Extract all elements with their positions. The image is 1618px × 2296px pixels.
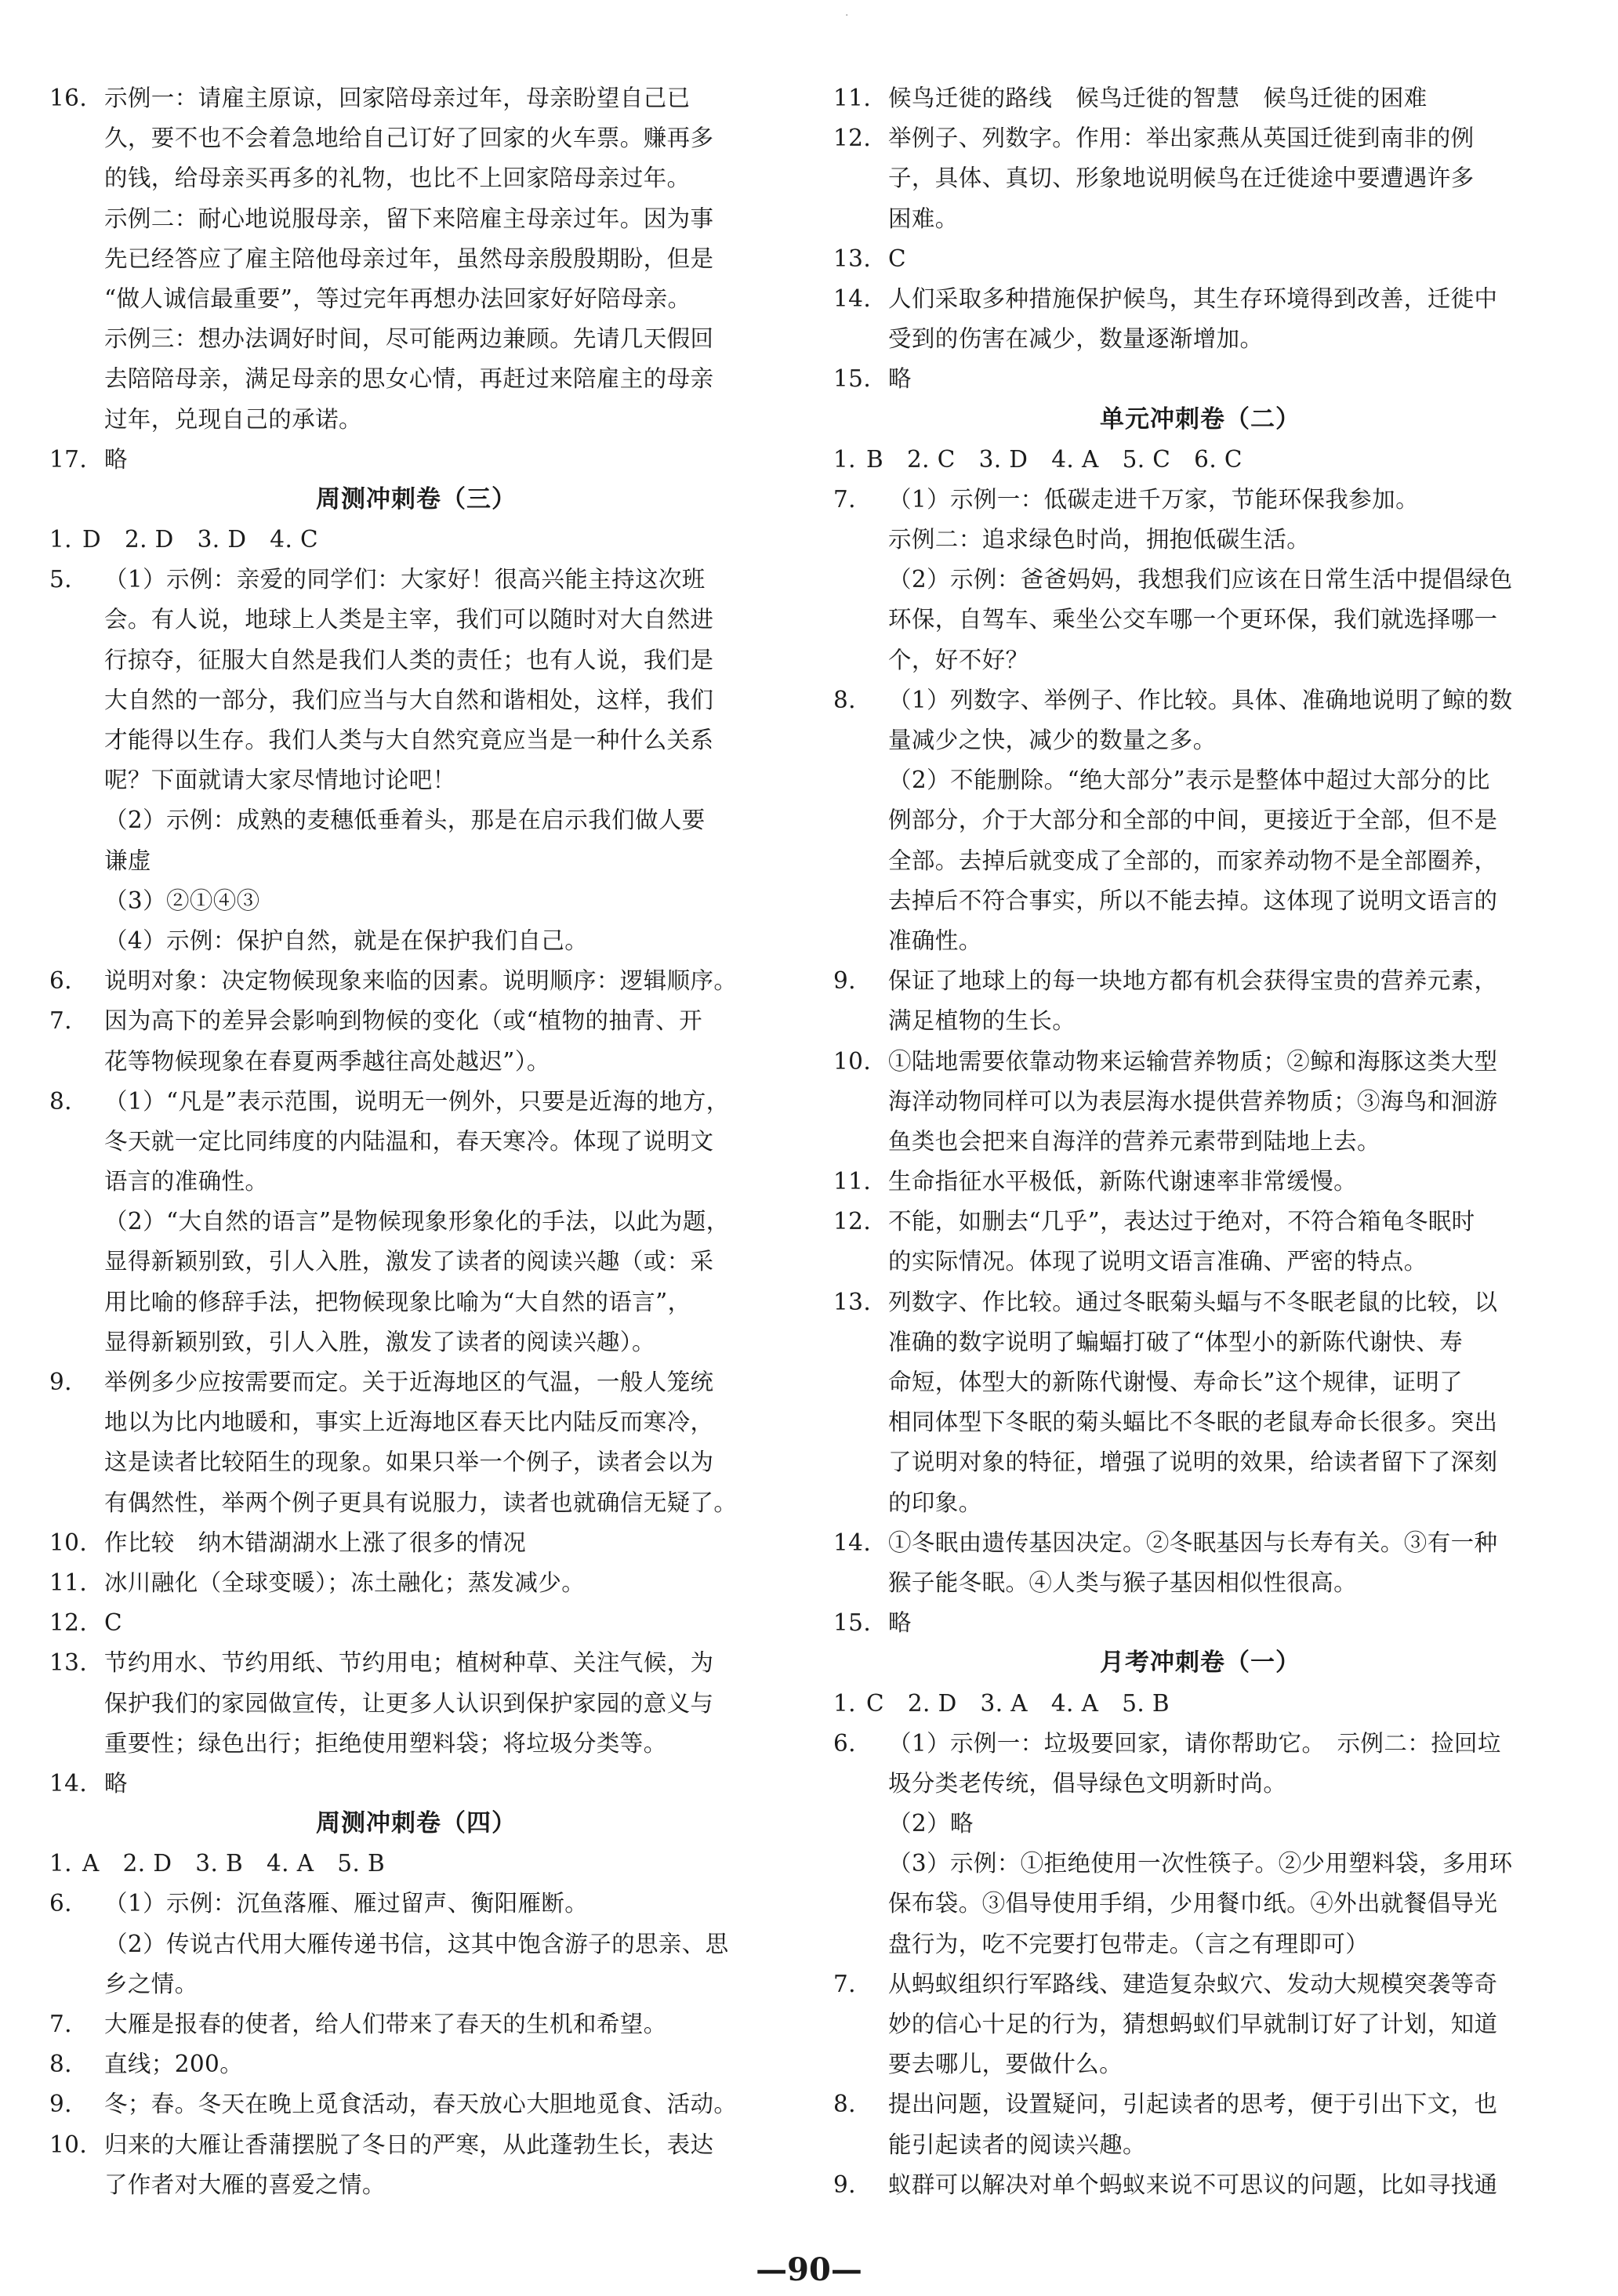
answer-line (819, 1122, 1581, 1162)
answer-text: 节约用水、节约用纸、节约用电；植树种草、关注气候，为 (104, 1649, 714, 1677)
question-number: 9. (833, 2171, 856, 2198)
answer-line (819, 1563, 1581, 1603)
answer-text: 示例二：追求绿色时尚，拥抱低碳生活。 (888, 526, 1311, 553)
answer-text: 略 (104, 1769, 128, 1797)
answer-text: 乡之情。 (104, 1970, 198, 1997)
answer-line (35, 1001, 797, 1041)
answer-text: 人们采取多种措施保护候鸟，其生存环境得到改善，迁徙中 (888, 285, 1498, 312)
answer-line (819, 1964, 1581, 2004)
question-number: 8. (833, 686, 856, 713)
answer-text: 直线；200。 (104, 2051, 244, 2078)
answer-line (35, 2165, 797, 2205)
answer-line (35, 961, 797, 1001)
answer-text: A 2. D 3. B 4. A 5. B (82, 1850, 386, 1877)
answer-line (819, 440, 1581, 480)
answer-line (819, 1724, 1581, 1764)
answer-text: （3）示例：①拒绝使用一次性筷子。②少用塑料袋，多用环 (888, 1850, 1513, 1877)
answer-text: 这是读者比较陌生的现象。如果只举一个例子，读者会以为 (104, 1449, 714, 1476)
answer-line (819, 2125, 1581, 2165)
answer-text: 略 (888, 1609, 912, 1637)
answer-line (35, 760, 797, 800)
answer-text: 冬天就一定比同纬度的内陆温和，春天寒冷。体现了说明文 (104, 1127, 714, 1155)
answer-text: （3）②①④③ (104, 887, 260, 914)
answer-line (35, 1603, 797, 1643)
answer-text: 归来的大雁让香蒲摆脱了冬日的严寒，从此蓬勃生长，表达 (104, 2131, 714, 2158)
question-number: 5. (49, 566, 72, 593)
answer-line (35, 1523, 797, 1563)
answer-line (819, 520, 1581, 560)
answer-line (35, 199, 797, 239)
answer-line (819, 1884, 1581, 1924)
answer-text: 的实际情况。体现了说明文语言准确、严密的特点。 (888, 1248, 1428, 1275)
answer-text: 猴子能冬眠。④人类与猴子基因相似性很高。 (888, 1569, 1358, 1596)
answer-text: （1）列数字、举例子、作比较。具体、准确地说明了鲸的数 (888, 686, 1513, 713)
top-mark: · (845, 9, 849, 22)
answer-line (35, 400, 797, 440)
answer-line (819, 2044, 1581, 2084)
answer-text: 去掉后不符合事实，所以不能去掉。这体现了说明文语言的 (888, 887, 1498, 914)
answer-line (819, 158, 1581, 198)
answer-text: 从蚂蚁组织行军路线、建造复杂蚁穴、发动大规模突袭等奇 (888, 1970, 1498, 1997)
answer-line (35, 158, 797, 198)
answer-line (35, 1483, 797, 1523)
question-number: 17. (49, 445, 88, 473)
answer-line (35, 1402, 797, 1442)
answer-text: 妙的信心十足的行为，猜想蚂蚁们早就制订好了计划，知道 (888, 2011, 1498, 2037)
page-number: —90— (756, 2251, 862, 2288)
answer-text: 的钱，给母亲买再多的礼物，也比不上回家陪母亲过年。 (104, 165, 691, 192)
answer-text: 举例子、列数字。作用：举出家燕从英国迁徙到南非的例 (888, 125, 1475, 152)
answer-text: 不能，如删去“几乎”，表达过于绝对，不符合箱龟冬眠时 (888, 1208, 1475, 1235)
answer-line (819, 2165, 1581, 2205)
answer-line (35, 881, 797, 921)
answer-text: 保证了地球上的每一块地方都有机会获得宝贵的营养元素， (888, 967, 1498, 995)
answer-line (819, 1603, 1581, 1643)
answer-line (35, 560, 797, 600)
answer-text: 略 (104, 445, 128, 473)
left-column (35, 78, 797, 2205)
answer-line (35, 800, 797, 840)
answer-text: 生命指征水平极低，新陈代谢速率非常缓慢。 (888, 1168, 1358, 1195)
answer-text: 先已经答应了雇主陪他母亲过年，虽然母亲殷殷期盼，但是 (104, 245, 714, 272)
answer-text: B 2. C 3. D 4. A 5. C 6. C (866, 445, 1243, 473)
answer-line (819, 800, 1581, 840)
answer-line (819, 881, 1581, 921)
answer-line (35, 2125, 797, 2165)
question-number: 7. (833, 1970, 856, 1997)
answer-text: （1）“凡是”表示范围，说明无一例外，只要是近海的地方， (104, 1087, 730, 1115)
answer-line (819, 1162, 1581, 1202)
answer-text: 环保，自驾车、乘坐公交车哪一个更环保，我们就选择哪一 (888, 606, 1498, 633)
answer-text: 用比喻的修辞手法，把物候现象比喻为“大自然的语言”， (104, 1288, 691, 1315)
answer-text: 了说明对象的特征，增强了说明的效果，给读者留下了深刻 (888, 1449, 1498, 1476)
section-heading: 周测冲刺卷（四） (316, 1809, 517, 1838)
answer-line (35, 1362, 797, 1402)
answer-text: 略 (888, 365, 912, 393)
answer-text: 示例三：想办法调好时间，尽可能两边兼顾。先请几天假回 (104, 325, 714, 353)
answer-text: 花等物候现象在春夏两季越往高处越迟”）。 (104, 1047, 550, 1075)
answer-text: （1）示例一：垃圾要回家，请你帮助它。 示例二：捡回垃 (888, 1729, 1501, 1757)
answer-line (819, 961, 1581, 1001)
answer-text: 有偶然性，举两个例子更具有说服力，读者也就确信无疑了。 (104, 1489, 738, 1516)
answer-text: （2）示例：成熟的麦穗低垂着头，那是在启示我们做人要 (104, 807, 706, 834)
answer-line (35, 600, 797, 640)
question-number: 12. (833, 1208, 872, 1235)
answer-line (819, 1362, 1581, 1402)
question-number: 9. (49, 1369, 72, 1395)
answer-text: 蚁群可以解决对单个蚂蚁来说不可思议的问题，比如寻找通 (888, 2171, 1498, 2198)
answer-text: 候鸟迁徙的路线 候鸟迁徙的智慧 候鸟迁徙的困难 (888, 85, 1428, 111)
answer-text: 会。有人说，地球上人类是主宰，我们可以随时对大自然进 (104, 606, 714, 633)
answer-line (35, 1563, 797, 1603)
question-number: 6. (833, 1729, 856, 1757)
answer-line (35, 2004, 797, 2044)
answer-line (819, 279, 1581, 319)
question-number: 15. (833, 1609, 872, 1637)
answer-line (819, 1402, 1581, 1442)
answer-text: 示例一：请雇主原谅，回家陪母亲过年，母亲盼望自己已 (104, 85, 691, 111)
answer-text: 显得新颖别致，引人入胜，激发了读者的阅读兴趣）。 (104, 1328, 655, 1355)
answer-text: 说明对象：决定物候现象来临的因素。说明顺序：逻辑顺序。 (104, 967, 738, 995)
answer-line (819, 1483, 1581, 1523)
answer-line (819, 1001, 1581, 1041)
answer-line (819, 1764, 1581, 1804)
answer-line (819, 1804, 1581, 1844)
section-heading: 月考冲刺卷（一） (1100, 1649, 1301, 1678)
answer-line (819, 680, 1581, 720)
answer-line (819, 480, 1581, 520)
answer-line (819, 921, 1581, 961)
answer-text: （1）示例一：低碳走进千万家，节能环保我参加。 (888, 485, 1419, 513)
answer-line (819, 118, 1581, 158)
question-number: 10. (833, 1047, 872, 1075)
answer-text: ①陆地需要依靠动物来运输营养物质；②鲸和海豚这类大型 (888, 1047, 1498, 1075)
question-number: 15. (833, 365, 872, 393)
answer-line (35, 1884, 797, 1924)
answer-line (35, 1643, 797, 1683)
question-number: 11. (49, 1569, 88, 1596)
answer-text: 地以为比内地暖和，事实上近海地区春天比内陆反而寒冷， (104, 1409, 714, 1436)
answer-line (819, 1322, 1581, 1362)
answer-line (819, 1242, 1581, 1282)
question-number: 11. (833, 1168, 872, 1195)
question-number: 6. (49, 967, 72, 995)
answer-text: 圾分类老传统，倡导绿色文明新时尚。 (888, 1769, 1287, 1797)
answer-line (35, 1764, 797, 1804)
answer-text: 大雁是报春的使者，给人们带来了春天的生机和希望。 (104, 2011, 667, 2037)
answer-line (819, 720, 1581, 760)
answer-text: 列数字、作比较。通过冬眠菊头蝠与不冬眠老鼠的比较，以 (888, 1288, 1498, 1315)
answer-text: 冬；春。冬天在晚上觅食活动，春天放心大胆地觅食、活动。 (104, 2091, 738, 2118)
question-number: 13. (833, 245, 872, 272)
answer-text: 能引起读者的阅读兴趣。 (888, 2131, 1146, 2158)
question-number: 8. (833, 2091, 856, 2118)
answer-line (819, 1042, 1581, 1082)
question-number: 11. (833, 85, 872, 111)
answer-line (35, 2044, 797, 2084)
answer-text: 的印象。 (888, 1489, 982, 1516)
answer-text: 大自然的一部分，我们应当与大自然和谐相处，这样，我们 (104, 686, 714, 713)
answer-text: 量减少之快，减少的数量之多。 (888, 727, 1217, 753)
answer-text: 了作者对大雁的喜爱之情。 (104, 2171, 386, 2198)
answer-text: 才能得以生存。我们人类与大自然究竟应当是一种什么关系 (104, 727, 714, 753)
answer-line (35, 921, 797, 961)
question-number: 12. (833, 125, 872, 152)
answer-text: 保护我们的家园做宣传，让更多人认识到保护家园的意义与 (104, 1689, 714, 1717)
answer-line (35, 720, 797, 760)
section-heading: 单元冲刺卷（二） (1100, 404, 1301, 433)
answer-text: 准确的数字说明了蝙蝠打破了“体型小的新陈代谢快、寿 (888, 1328, 1464, 1355)
answer-line (35, 239, 797, 279)
answer-line (819, 1282, 1581, 1322)
right-column (819, 78, 1581, 2205)
answer-text: 命短，体型大的新陈代谢慢、寿命长”这个规律，证明了 (888, 1369, 1464, 1395)
answer-text: （2）略 (888, 1810, 974, 1837)
question-number: 8. (49, 1087, 72, 1115)
answer-line (35, 1202, 797, 1242)
answer-line (35, 1964, 797, 2004)
answer-line (819, 239, 1581, 279)
question-number: 1. (833, 1689, 856, 1717)
question-number: 7. (49, 2011, 72, 2037)
answer-text: （4）示例：保护自然，就是在保护我们自己。 (104, 927, 589, 954)
answer-text: 语言的准确性。 (104, 1168, 269, 1195)
answer-line (819, 1082, 1581, 1122)
question-number: 9. (833, 967, 856, 995)
answer-line (819, 319, 1581, 359)
answer-line (35, 1844, 797, 1884)
answer-line (35, 520, 797, 560)
answer-line (35, 1724, 797, 1764)
answer-text: （1）示例：亲爱的同学们：大家好！很高兴能主持这次班 (104, 566, 706, 593)
answer-text: 呢？下面就请大家尽情地讨论吧！ (104, 767, 456, 794)
answer-line (819, 560, 1581, 600)
answer-line (35, 78, 797, 118)
answer-text: 重要性；绿色出行；拒绝使用塑料袋；将垃圾分类等。 (104, 1729, 667, 1757)
question-number: 1. (49, 526, 72, 553)
answer-text: 显得新颖别致，引人入胜，激发了读者的阅读兴趣（或：采 (104, 1248, 714, 1275)
question-number: 6. (49, 1890, 72, 1917)
question-number: 16. (49, 85, 88, 111)
question-number: 9. (49, 2091, 72, 2118)
answer-text: 例部分，介于大部分和全部的中间，更接近于全部，但不是 (888, 807, 1498, 834)
answer-line (819, 1523, 1581, 1563)
question-number: 10. (49, 2131, 88, 2158)
answer-text: 行掠夺，征服大自然是我们人类的责任；也有人说，我们是 (104, 646, 714, 673)
answer-line (819, 640, 1581, 680)
answer-line (819, 1924, 1581, 1964)
answer-text: （2）传说古代用大雁传递书信，这其中饱含游子的思亲、思 (104, 1930, 729, 1957)
answer-text: C (888, 245, 906, 272)
answer-line (819, 1684, 1581, 1724)
answer-line (35, 841, 797, 881)
answer-text: C (104, 1609, 122, 1637)
answer-line (35, 359, 797, 399)
answer-text: 盘行为，吃不完要打包带走。（言之有理即可） (888, 1930, 1369, 1957)
section-heading: 周测冲刺卷（三） (316, 484, 517, 513)
answer-line (35, 2084, 797, 2124)
answer-line (35, 279, 797, 319)
answer-text: “做人诚信最重要”，等过完年再想办法回家好好陪母亲。 (104, 285, 691, 312)
answer-text: 准确性。 (888, 927, 982, 954)
answer-text: 受到的伤害在减少，数量逐渐增加。 (888, 325, 1264, 353)
question-number: 10. (49, 1529, 88, 1556)
answer-text: 去陪陪母亲，满足母亲的思女心情，再赶过来陪雇主的母亲 (104, 365, 714, 393)
answer-text: 过年，兑现自己的承诺。 (104, 405, 362, 433)
question-number: 14. (49, 1769, 88, 1797)
answer-text: 示例二：耐心地说服母亲，留下来陪雇主母亲过年。因为事 (104, 205, 714, 232)
answer-text: （1）示例：沉鱼落雁、雁过留声、衡阳雁断。 (104, 1890, 589, 1917)
answer-line (35, 1924, 797, 1964)
answer-line (35, 1082, 797, 1122)
answer-text: （2）不能删除。“绝大部分”表示是整体中超过大部分的比 (888, 767, 1490, 794)
answer-line (35, 640, 797, 680)
answer-line (819, 1442, 1581, 1482)
question-number: 1. (49, 1850, 72, 1877)
answer-line (35, 118, 797, 158)
answer-text: 鱼类也会把来自海洋的营养元素带到陆地上去。 (888, 1127, 1380, 1155)
answer-text: 子，具体、真切、形象地说明候鸟在迁徙途中要遭遇许多 (888, 165, 1475, 192)
answer-line (819, 2004, 1581, 2044)
answer-text: 作比较 纳木错湖湖水上涨了很多的情况 (104, 1529, 527, 1556)
answer-line (819, 1844, 1581, 1884)
answer-text: 因为高下的差异会影响到物候的变化（或“植物的抽青、开 (104, 1007, 702, 1035)
answer-line (35, 1442, 797, 1482)
answer-text: （2）示例：爸爸妈妈，我想我们应该在日常生活中提倡绿色 (888, 566, 1513, 593)
answer-line (819, 78, 1581, 118)
answer-text: 要去哪儿，要做什么。 (888, 2051, 1123, 2078)
answer-line (35, 1042, 797, 1082)
answer-line (819, 1202, 1581, 1242)
answer-text: 海洋动物同样可以为表层海水提供营养物质；③海鸟和洄游 (888, 1087, 1498, 1115)
answer-text: 相同体型下冬眠的菊头蝠比不冬眠的老鼠寿命长很多。突出 (888, 1409, 1498, 1436)
answer-line (35, 319, 797, 359)
answer-text: 提出问题，设置疑问，引起读者的思考，便于引出下文，也 (888, 2091, 1498, 2118)
question-number: 8. (49, 2051, 72, 2078)
question-number: 13. (49, 1649, 88, 1677)
answer-text: C 2. D 3. A 4. A 5. B (866, 1689, 1170, 1717)
answer-text: 困难。 (888, 205, 959, 232)
answer-line (35, 1242, 797, 1282)
answer-text: 谦虚 (104, 847, 151, 874)
answer-text: ①冬眠由遗传基因决定。②冬眠基因与长寿有关。③有一种 (888, 1529, 1498, 1556)
answer-line (35, 1322, 797, 1362)
question-number: 14. (833, 1529, 872, 1556)
answer-line (35, 680, 797, 720)
answer-line (35, 1122, 797, 1162)
question-number: 13. (833, 1288, 872, 1315)
answer-line (35, 1162, 797, 1202)
answer-line (35, 1282, 797, 1322)
question-number: 1. (833, 445, 856, 473)
question-number: 7. (49, 1007, 72, 1035)
answer-text: 个，好不好？ (888, 646, 1029, 673)
answer-line (35, 1684, 797, 1724)
answer-line (819, 199, 1581, 239)
answer-text: 满足植物的生长。 (888, 1007, 1076, 1035)
answer-text: 冰川融化（全球变暖）；冻土融化；蒸发减少。 (104, 1569, 586, 1596)
answer-line (819, 359, 1581, 399)
answer-line (819, 841, 1581, 881)
answer-text: D 2. D 3. D 4. C (82, 526, 318, 553)
answer-text: 举例多少应按需要而定。关于近海地区的气温，一般人笼统 (104, 1369, 714, 1395)
answer-line (819, 760, 1581, 800)
answer-line (819, 600, 1581, 640)
answer-line (819, 2084, 1581, 2124)
answer-text: 久，要不也不会着急地给自己订好了回家的火车票。赚再多 (104, 125, 714, 152)
answer-text: （2）“大自然的语言”是物候现象形象化的手法，以此为题， (104, 1208, 730, 1235)
question-number: 14. (833, 285, 872, 312)
answer-line (35, 440, 797, 480)
answer-text: 保布袋。③倡导使用手绢，少用餐巾纸。④外出就餐倡导光 (888, 1890, 1498, 1917)
question-number: 12. (49, 1609, 88, 1637)
question-number: 7. (833, 485, 856, 513)
answer-text: 全部。去掉后就变成了全部的，而家养动物不是全部圈养， (888, 847, 1498, 874)
